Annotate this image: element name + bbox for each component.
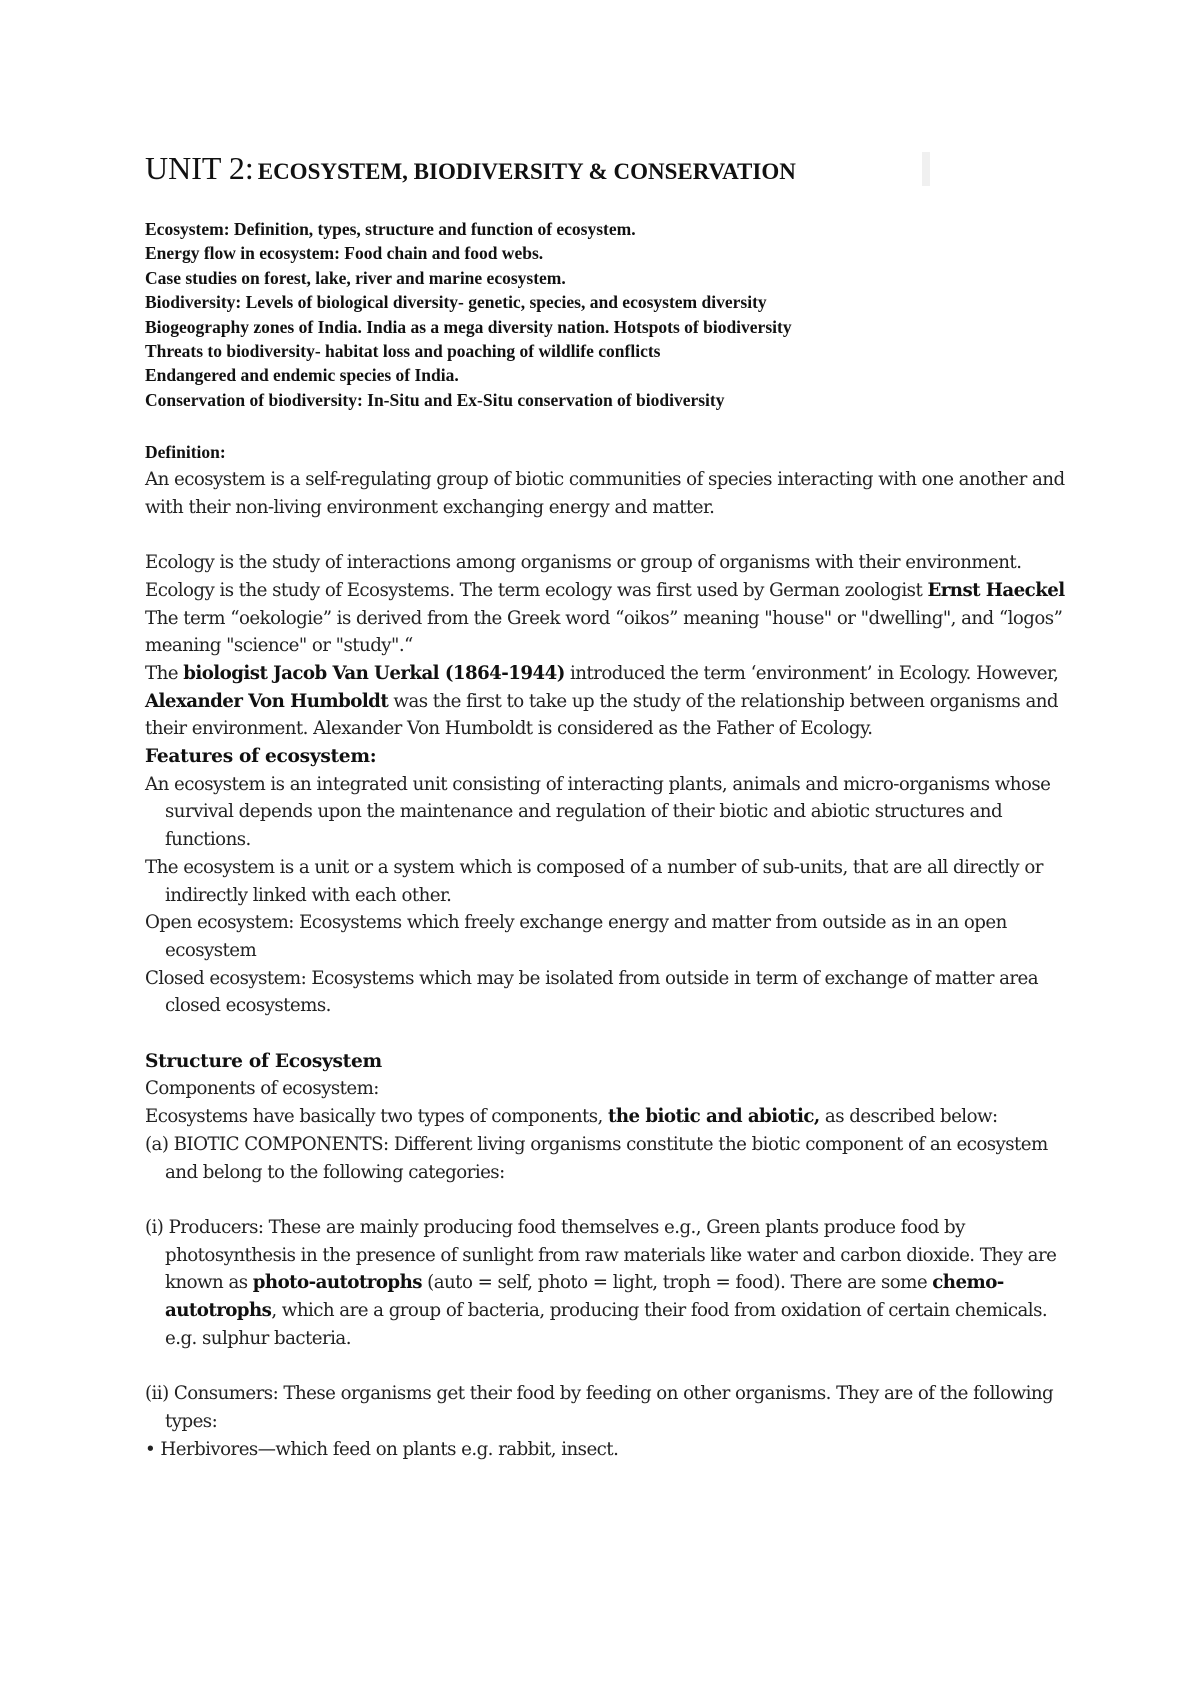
syllabus-item: Threats to biodiversity- habitat loss and poaching of wildlife conflicts [145, 341, 661, 362]
name-ernst-haeckel: Ernst Haeckel [927, 579, 1065, 601]
environment-paragraph: The biologist Jacob Van Uerkal (1864-1944) introduced the term ‘environment’ in Ecology. However, Alexander Von Humboldt was the first to take up the study of the relationship between organisms and their environment. Alexander Von Humboldt is considered as the Father of Ecology. [145, 662, 1059, 740]
syllabus-item: Case studies on forest, lake, river and marine ecosystem. [145, 267, 566, 288]
feature-item: Open ecosystem: Ecosystems which freely exchange energy and matter from outside as in an open ecosystem [145, 912, 1007, 961]
feature-item: An ecosystem is an integrated unit consisting of interacting plants, animals and micro-organisms whose survival depends upon the maintenance and regulation of their biotic and abiotic structures and functions. [145, 773, 1051, 851]
syllabus-item: Ecosystem: Definition, types, structure and function of ecosystem. [145, 219, 636, 239]
text-cursor-mark [922, 152, 930, 186]
components-label: Components of ecosystem: [145, 1078, 379, 1100]
biotic-components: (a) BIOTIC COMPONENTS: Different living organisms constitute the biotic component of an ecosystem and belong to the following categories: [145, 1133, 1048, 1183]
syllabus-item: Biogeography zones of India. India as a mega diversity nation. Hotspots of biodiversity [145, 316, 792, 337]
producers-paragraph: (i) Producers: These are mainly producing food themselves e.g., Green plants produce food by photosynthesis in the presence of sunlight from raw materials like water and carbon dioxide. They are known as photo-autotrophs (auto = self, photo = light, troph = food). There are some chemo-autotrophs, which are a group of bacteria, producing their food from oxidation of certain chemicals. e.g. sulphur bacteria. [145, 1216, 1057, 1349]
ecology-paragraph: Ecology is the study of interactions among organisms or group of organisms with their environment. Ecology is the study of Ecosystems. The term ecology was first used by German zoologist Ernst Haeckel [145, 552, 1065, 601]
features-heading: Features of ecosystem: [145, 746, 377, 768]
title-unit: UNIT 2: [145, 150, 254, 186]
name-alexander-von-humboldt: Alexander Von Humboldt [145, 690, 389, 712]
consumers-paragraph: (ii) Consumers: These organisms get their food by feeding on other organisms. They are of the following types: [145, 1383, 1054, 1432]
syllabus-item: Conservation of biodiversity: In-Situ and Ex-Situ conservation of biodiversity [145, 389, 725, 410]
syllabus-item: Energy flow in ecosystem: Food chain and food webs. [145, 243, 544, 264]
definition-text: An ecosystem is a self-regulating group of biotic communities of species interacting with one another and with their non-living environment exchanging energy and matter. [145, 469, 1065, 518]
component-types: Ecosystems have basically two types of components, the biotic and abiotic, as described below: [145, 1106, 998, 1128]
name-jacob-van-uerkal: biologist Jacob Van Uerkal (1864-1944) [183, 662, 565, 684]
feature-item: Closed ecosystem: Ecosystems which may be isolated from outside in term of exchange of matter area closed ecosystems. [145, 967, 1039, 1017]
feature-item: The ecosystem is a unit or a system which is composed of a number of sub-units, that are all directly or indirectly linked with each other. [145, 856, 1043, 906]
etymology-paragraph: The term “oekologie” is derived from the Greek word “oikos” meaning "house" or "dwelling", and “logos” meaning "science" or "study".“ [145, 607, 1063, 657]
syllabus-list [145, 217, 792, 412]
definition-heading: Definition: [145, 442, 226, 462]
syllabus-item: Endangered and endemic species of India. [145, 365, 459, 386]
syllabus-item: Biodiversity: Levels of biological diversity- genetic, species, and ecosystem diversity [145, 292, 767, 313]
document-body [145, 439, 1075, 1463]
title-topic: ECOSYSTEM, BIODIVERSITY & CONSERVATION [257, 159, 796, 184]
page-title [145, 150, 796, 187]
herbivores-item: • Herbivores—which feed on plants e.g. rabbit, insect. [145, 1438, 619, 1460]
structure-heading: Structure of Ecosystem [145, 1050, 382, 1072]
